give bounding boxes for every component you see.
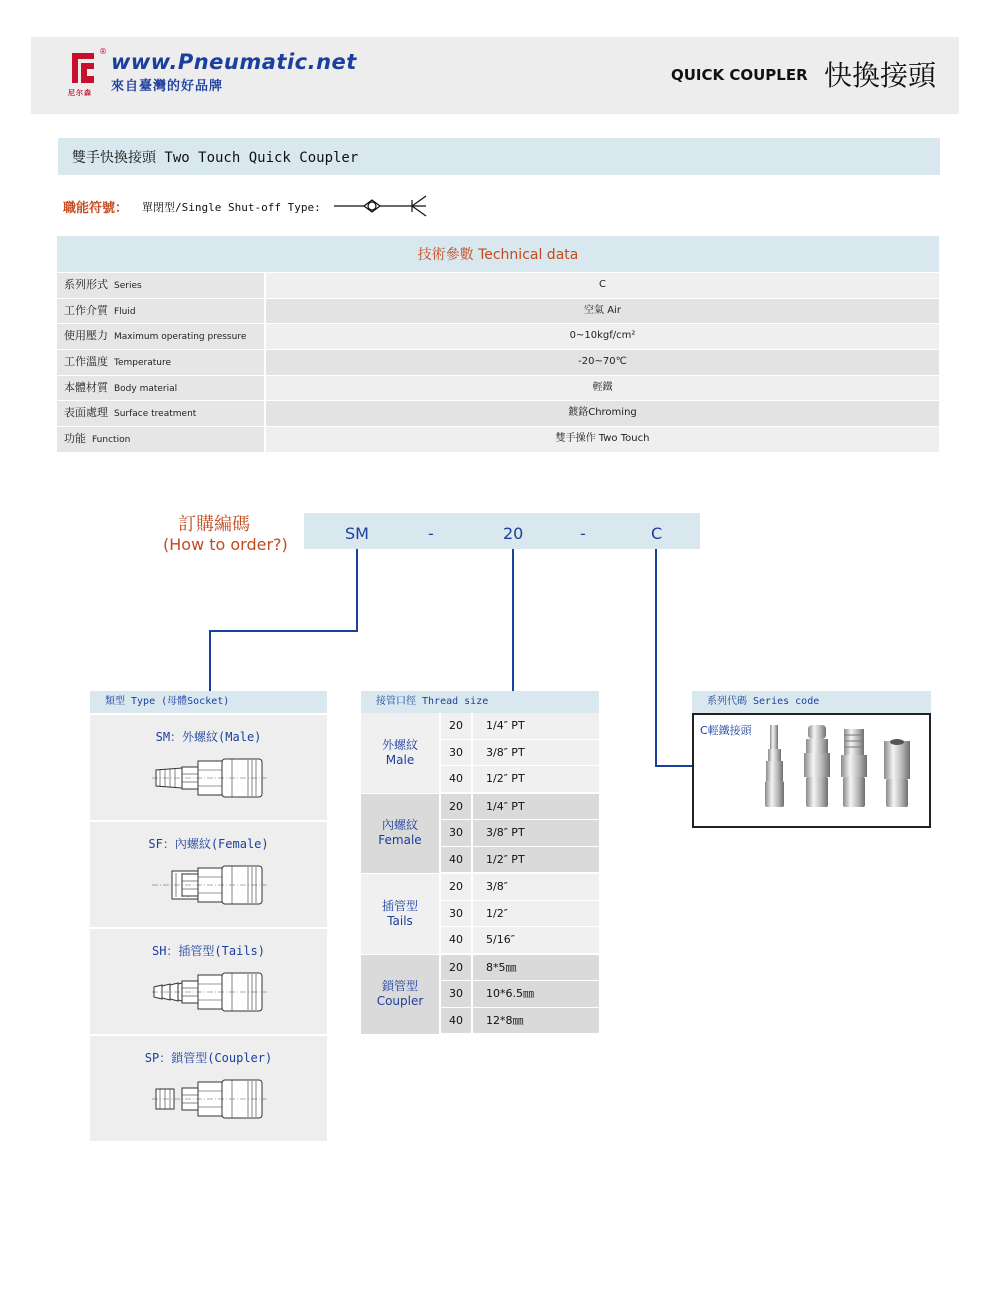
thread-row <box>441 874 599 901</box>
symbol-label: 職能符號： <box>63 201 129 216</box>
thread-group-name <box>361 794 441 874</box>
tech-label-zh: 本體材質 <box>64 380 108 394</box>
coupler-fitting-drawing-icon <box>152 1074 267 1124</box>
thread-row <box>441 766 599 793</box>
type-label: SF：內螺紋(Female) <box>148 837 269 851</box>
header-title-en: QUICK COUPLER <box>671 66 808 84</box>
thread-row <box>441 901 599 928</box>
order-title-zh: 訂購編碼 <box>178 514 250 535</box>
tech-row-value: 0~10kgf/cm² <box>266 324 939 349</box>
thread-group-name-en: Tails <box>387 913 413 928</box>
tech-row-value: 鍍鉻Chroming <box>266 401 939 426</box>
thread-size-value: 3/8″ PT <box>471 820 599 846</box>
thread-group-name-zh: 內螺紋 <box>381 818 418 833</box>
tech-label-en: Fluid <box>114 306 136 317</box>
tech-row-value: -20~70℃ <box>266 350 939 375</box>
coupler-products-image <box>760 715 930 827</box>
thread-size-code: 40 <box>449 852 463 866</box>
thread-group-name-zh: 外螺紋 <box>381 737 418 752</box>
brand-slogan: 來自臺灣的好品牌 <box>111 79 224 94</box>
tech-label-en: Maximum operating pressure <box>114 332 247 343</box>
code-thread-segment: 20 <box>503 524 524 543</box>
type-card-male <box>90 715 327 820</box>
thread-size-value: 8*5㎜ <box>471 955 599 981</box>
tech-row-value: 輕鐵 <box>266 376 939 401</box>
tech-label-zh: 使用壓力 <box>64 329 108 343</box>
tech-label-en: Body material <box>114 383 178 394</box>
thread-size-code: 40 <box>449 772 463 785</box>
thread-size-code: 20 <box>449 799 463 813</box>
logo-subtitle: 尼尔森 <box>68 89 92 97</box>
type-card-coupler <box>90 1036 327 1141</box>
tech-label-zh: 系列形式 <box>64 278 108 291</box>
male-fitting-drawing-icon <box>152 753 267 803</box>
tech-label-en: Series <box>114 281 142 291</box>
thread-row <box>441 955 599 982</box>
tech-row-value: 空氣 Air <box>266 299 939 324</box>
header-title-zh: 快換接頭 <box>824 59 937 92</box>
tech-label-zh: 工作溫度 <box>64 355 108 369</box>
series-image-box <box>692 713 931 828</box>
thread-size-code: 20 <box>449 960 463 974</box>
thread-row <box>441 981 599 1008</box>
thread-group-name-en: Coupler <box>376 994 424 1009</box>
type-card-female <box>90 822 327 927</box>
thread-size-value: 1/2″ <box>471 901 599 927</box>
tails-fitting-drawing-icon <box>152 967 267 1017</box>
tech-row-value: C <box>266 273 939 298</box>
thread-size-value: 3/8″ PT <box>471 740 599 766</box>
tech-label-en: Surface treatment <box>114 409 197 420</box>
code-separator: - <box>428 524 434 543</box>
thread-group-name-zh: 鎖管型 <box>381 979 418 994</box>
type-label: SP：鎖管型(Coupler) <box>144 1051 273 1065</box>
thread-size-code: 20 <box>449 719 463 732</box>
tech-row-value: 雙手操作 Two Touch <box>266 427 939 452</box>
page-title: 雙手快換接頭 Two Touch Quick Coupler <box>72 150 359 166</box>
thread-size-code: 30 <box>449 745 463 759</box>
technical-data-heading: 技術參數 Technical data <box>57 236 939 272</box>
thread-size-code: 30 <box>449 987 463 1000</box>
thread-size-code: 40 <box>449 1013 463 1027</box>
thread-group-name <box>361 955 441 1035</box>
thread-size-value: 1/4″ PT <box>471 713 599 739</box>
type-label: SH：插管型(Tails) <box>151 944 266 958</box>
code-type-segment: SM <box>345 524 369 543</box>
thread-group <box>361 713 599 794</box>
registered-mark: ® <box>99 47 107 56</box>
tech-label-zh: 功能 <box>64 432 86 446</box>
thread-size-code: 20 <box>449 880 463 893</box>
series-panel-heading: 系列代碼 Series code <box>692 691 931 713</box>
thread-row <box>441 820 599 847</box>
tech-label-zh: 表面處理 <box>64 406 108 420</box>
thread-row <box>441 713 599 740</box>
thread-group-name-zh: 插管型 <box>381 898 418 913</box>
code-series-segment: C <box>651 524 663 543</box>
thread-size-panel <box>361 691 599 1035</box>
thread-panel-heading: 接管口徑 Thread size <box>361 691 599 713</box>
thread-row <box>441 794 599 821</box>
series-code-panel <box>692 691 931 828</box>
thread-group <box>361 794 599 875</box>
tech-label-zh: 工作介質 <box>64 303 108 317</box>
thread-size-value: 1/2″ PT <box>471 847 599 873</box>
code-separator: - <box>580 524 586 543</box>
thread-size-value: 1/2″ PT <box>471 766 599 792</box>
thread-row <box>441 1008 599 1035</box>
thread-row <box>441 847 599 874</box>
series-name: C輕鐵接頭 <box>700 724 752 737</box>
type-panel-heading: 類型 Type (母體Socket) <box>90 691 327 713</box>
thread-size-value: 10*6.5㎜ <box>471 981 599 1007</box>
thread-group <box>361 955 599 1036</box>
thread-size-code: 40 <box>449 933 463 946</box>
thread-size-value: 5/16″ <box>471 927 599 953</box>
site-url-link[interactable]: www.Pneumatic.net <box>111 50 357 74</box>
tech-label-en: Function <box>92 435 131 446</box>
thread-group <box>361 874 599 955</box>
thread-size-value: 1/4″ PT <box>471 794 599 820</box>
thread-row <box>441 740 599 767</box>
thread-group-name-en: Male <box>385 752 415 767</box>
tech-label-en: Temperature <box>114 358 172 369</box>
type-card-tails <box>90 929 327 1034</box>
type-panel <box>90 691 327 1141</box>
order-title-en: (How to order?) <box>163 535 288 554</box>
thread-size-value: 12*8㎜ <box>471 1008 599 1034</box>
type-label: SM：外螺紋(Male) <box>155 730 262 744</box>
female-fitting-drawing-icon <box>152 860 267 910</box>
thread-row <box>441 927 599 954</box>
thread-size-value: 3/8″ <box>471 874 599 900</box>
thread-size-code: 30 <box>449 826 463 839</box>
symbol-type-text: 單閉型/Single Shut-off Type: <box>142 201 321 214</box>
thread-group-name <box>361 874 441 954</box>
thread-size-code: 30 <box>449 906 463 920</box>
thread-group-name <box>361 713 441 793</box>
thread-group-name-en: Female <box>378 833 422 848</box>
